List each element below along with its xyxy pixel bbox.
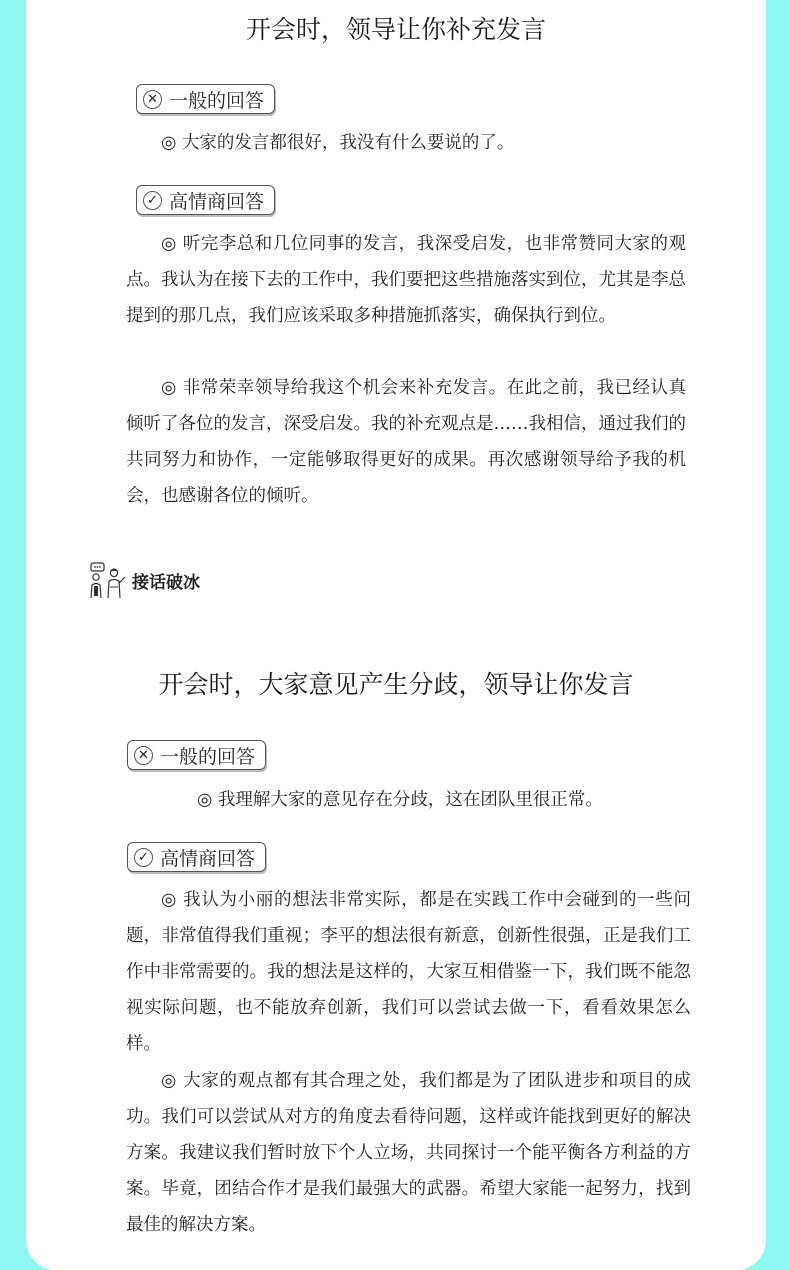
section2-title: 开会时，大家意见产生分歧，领导让你发言 (158, 670, 634, 699)
people-talking-icon (88, 560, 128, 600)
normal-answer-label-2: 一般的回答 (160, 745, 256, 768)
normal-answer-badge-1 (136, 84, 275, 114)
check-circle-icon: ✓ (143, 191, 162, 210)
section-tag (88, 560, 200, 600)
section1-title: 开会时，领导让你补充发言 (245, 15, 546, 44)
check-circle-icon: ✓ (134, 848, 153, 867)
normal-answer-label-1: 一般的回答 (169, 89, 265, 112)
eq-answer-badge-1 (136, 185, 275, 215)
eq-answer-label-1: 高情商回答 (169, 190, 265, 213)
normal-answer-badge-2 (127, 740, 266, 770)
eq-answer-text-1b: ◎ 非常荣幸领导给我这个机会来补充发言。在此之前，我已经认真倾听了各位的发言，深受启发。我的补充观点是……我相信，通过我们的共同努力和协作，一定能够取得更好的成果。再次感谢领导给予我的机会，也感谢各位的倾听。 (126, 378, 686, 506)
eq-answer-label-2: 高情商回答 (160, 847, 256, 870)
normal-answer-text-2: ◎ 我理解大家的意见存在分歧，这在团队里很正常。 (197, 790, 603, 810)
eq-answer-badge-2 (127, 842, 266, 872)
section-tag-label: 接话破冰 (132, 572, 200, 593)
normal-answer-text-1: ◎ 大家的发言都很好，我没有什么要说的了。 (161, 133, 515, 153)
eq-answer-text-2b: ◎ 大家的观点都有其合理之处，我们都是为了团队进步和项目的成功。我们可以尝试从对方的角度去看待问题，这样或许能找到更好的解决方案。我建议我们暂时放下个人立场，共同探讨一个能平衡各方利益的方案。毕竟，团结合作才是我们最强大的武器。希望大家能一起努力，找到最佳的解决方案。 (126, 1071, 691, 1235)
page-card (26, 0, 766, 1270)
eq-answer-text-1a: ◎ 听完李总和几位同事的发言，我深受启发，也非常赞同大家的观点。我认为在接下去的工作中，我们要把这些措施落实到位，尤其是李总提到的那几点，我们应该采取多种措施抓落实，确保执行到位。 (126, 234, 686, 326)
eq-answer-text-2a: ◎ 我认为小丽的想法非常实际，都是在实践工作中会碰到的一些问题，非常值得我们重视；李平的想法很有新意，创新性很强，正是我们工作中非常需要的。我的想法是这样的，大家互相借鉴一下，我们既不能忽视实际问题，也不能放弃创新，我们可以尝试去做一下，看看效果怎么样。 (126, 890, 691, 1054)
cross-circle-icon: ✕ (143, 90, 162, 109)
cross-circle-icon: ✕ (134, 746, 153, 765)
